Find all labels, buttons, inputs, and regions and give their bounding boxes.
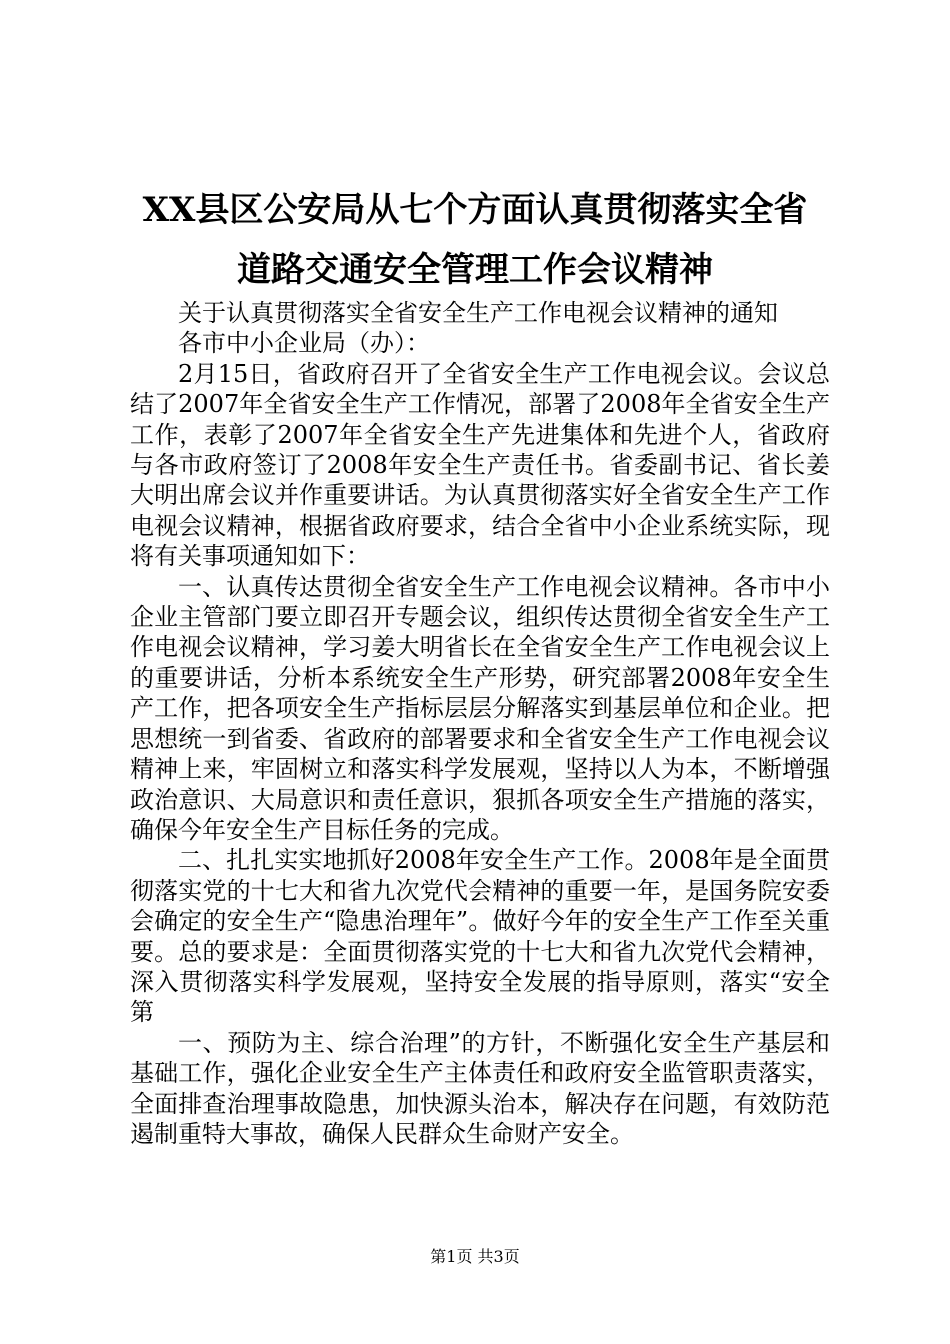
page-number-footer: 第1页 共3页 — [430, 1247, 520, 1266]
document-body — [130, 298, 830, 1149]
paragraph-notice-title: 关于认真贯彻落实全省安全生产工作电视会议精神的通知 — [178, 299, 778, 327]
paragraph-section-1: 一、认真传达贯彻全省安全生产工作电视会议精神。各市中小企业主管部门要立即召开专题会议，组织传达贯彻全省安全生产工作电视会议精神，学习姜大明省长在全省安全生产工作电视会议上的重要讲话，分析本系统安全生产形势，研究部署2008年安全生产工作，把各项安全生产指标层层分解落实到基层单位和企业。把思想统一到省委、省政府的部署要求和全省安全生产工作电视会议精神上来，牢固树立和落实科学发展观，坚持以人为本，不断增强政治意识、大局意识和责任意识，狠抓各项安全生产措施的落实，确保今年安全生产目标任务的完成。 — [130, 572, 830, 844]
document-title-line-1: XX县区公安局从七个方面认真贯彻落实全省 — [142, 190, 808, 230]
document-title-line-2: 道路交通安全管理工作会议精神 — [237, 250, 713, 290]
paragraph-addressee: 各市中小企业局（办）： — [178, 329, 430, 358]
paragraph-intro: 2月15日，省政府召开了全省安全生产工作电视会议。会议总结了2007年全省安全生产工作情况，部署了2008年全省安全生产工作，表彰了2007年全省安全生产先进集体和先进个人，省政府与各市政府签订了2008年安全生产责任书。省委副书记、省长姜大明出席会议并作重要讲话。为认真贯彻落实好全省安全生产工作电视会议精神，根据省政府要求，结合全省中小企业系统实际，现将有关事项通知如下： — [130, 359, 830, 571]
paragraph-section-2-continued: 一、预防为主、综合治理”的方针，不断强化安全生产基层和基础工作，强化企业安全生产主体责任和政府安全监管职责落实，全面排查治理事故隐患，加快源头治本，解决存在问题，有效防范遏制重特大事故，确保人民群众生命财产安全。 — [130, 1028, 830, 1148]
paragraph-section-2: 二、扎扎实实地抓好2008年安全生产工作。2008年是全面贯彻落实党的十七大和省九次党代会精神的重要一年，是国务院安委会确定的安全生产“隐患治理年”。做好今年的安全生产工作至关重要。总的要求是：全面贯彻落实党的十七大和省九次党代会精神，深入贯彻落实科学发展观，坚持安全发展的指导原则，落实“安全第 — [130, 846, 830, 1027]
